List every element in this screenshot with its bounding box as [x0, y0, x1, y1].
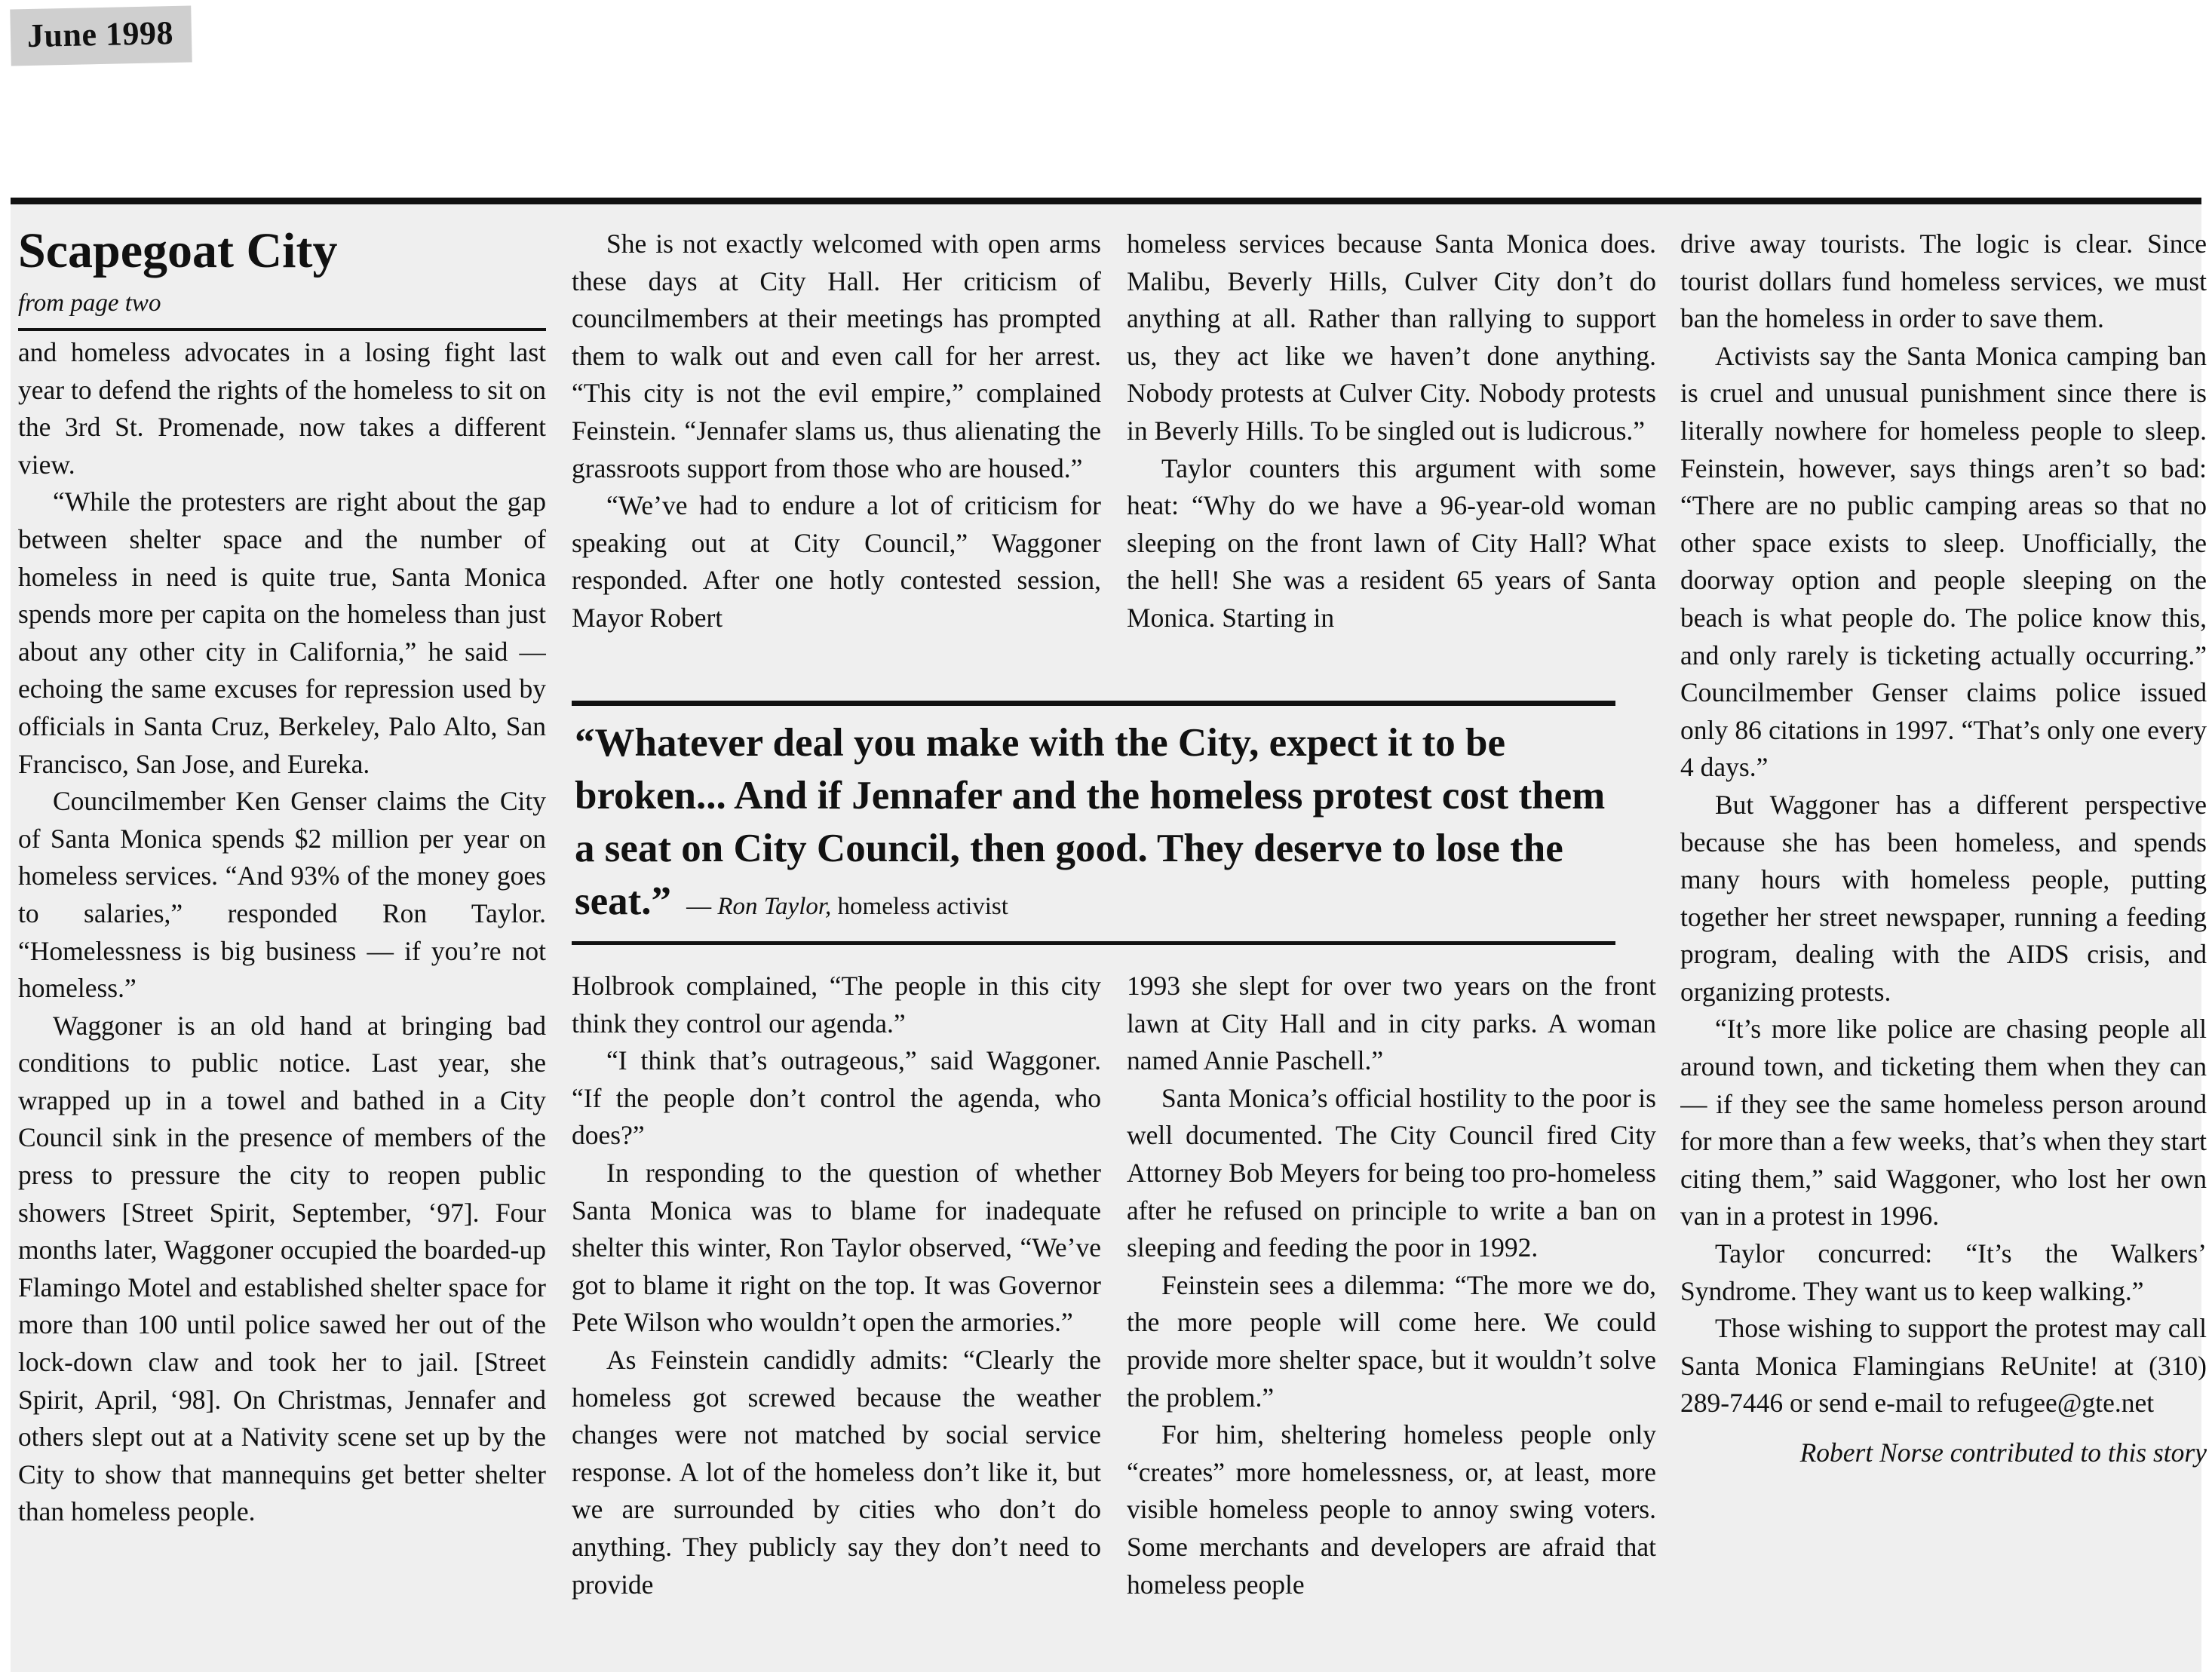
pull-quote-dash: — [686, 893, 718, 920]
pull-quote-attribution [686, 893, 1008, 920]
paragraph: Taylor concurred: “It’s the Walkers’ Syndrome. They want us to keep walking.” [1680, 1238, 2207, 1306]
paragraph: She is not exactly welcomed with open arms these days at City Hall. Her criticism of councilmembers at their meetings has prompted them to walk out and even call for her arrest. “This city is not the evil empire,” complained Feinstein. “Jennafer slams us, thus alienating the grassroots support from those who are housed.” [572, 229, 1101, 483]
paragraph: “While the protesters are right about the gap between shelter space and the number of homeless in need is quite true, Santa Monica spends more per capita on the homeless than just about any other city in California,” he said — echoing the same excuses for repression used by officials in Santa Cruz, Berkeley, Palo Alto, San Francisco, San Jose, and Eureka. [18, 486, 546, 779]
article-headline: Scapegoat City [18, 223, 338, 278]
pull-quote-role: homeless activist [831, 893, 1008, 920]
paragraph: Taylor counters this argument with some heat: “Why do we have a 96-year-old woman sleeping on the front lawn of City Hall? What the hell! She was a resident 65 years of Santa Monica. Starting in [1127, 453, 1656, 633]
paragraph: Santa Monica’s official hostility to the poor is well documented. The City Council fired City Attorney Bob Meyers for being too pro-homeless after he refused on principle to write a ban on sleeping and feeding the poor in 1992. [1127, 1082, 1656, 1263]
article-column-4 [1680, 225, 2207, 1472]
article-column-3-bottom [1127, 968, 1656, 1603]
article-column-1 [18, 222, 546, 1531]
paragraph: Holbrook complained, “The people in this city think they control our agenda.” [572, 971, 1101, 1038]
paragraph: drive away tourists. The logic is clear. Since tourist dollars fund homeless services, we must ban the homeless in order to save them. [1680, 229, 2207, 334]
paragraph: and homeless advocates in a losing fight last year to defend the rights of the homeless to sit on the 3rd St. Promenade, now takes a different view. [18, 337, 546, 480]
paragraph: 1993 she slept for over two years on the front lawn at City Hall and in city parks. A woman named Annie Paschell.” [1127, 971, 1656, 1076]
paragraph: “It’s more like police are chasing people all around town, and ticketing them when they can — if they see the same homeless person around for more than a few weeks, that’s when they start citing them,” said Waggoner, who lost her own van in a protest in 1996. [1680, 1014, 2207, 1232]
paragraph: For him, sheltering homeless people only “creates” more homelessness, or, at least, more visible homeless people to annoy swing voters. Some merchants and developers are afraid that homeless people [1127, 1419, 1656, 1600]
paragraph: Those wishing to support the protest may call Santa Monica Flamingians ReUnite! at (310) 289-7446 or send e-mail to refugee@gte.net [1680, 1313, 2207, 1419]
paragraph: Activists say the Santa Monica camping ban is cruel and unusual punishment since there is literally nowhere for homeless people to sleep. Feinstein, however, says things aren’t so bad: “There are no public camping areas so that no other space exists to sleep. Unofficially, the doorway option and people sleeping on the beach is what people do. The police know this, and only rarely is ticketing actually occurring.” Councilmember Genser claims police issued only 86 citations in 1997. “That’s only one every 4 days.” [1680, 340, 2207, 783]
paragraph: But Waggoner has a different perspective because she has been homeless, and spends many hours with homeless people, putting together her street newspaper, running a feeding program, dealing with the AIDS crisis, and organizing protests. [1680, 789, 2207, 1007]
article-column-3-top [1127, 225, 1656, 637]
pull-quote-author: Ron Taylor, [717, 893, 832, 920]
paragraph: As Feinstein candidly admits: “Clearly the homeless got screwed because the weather changes were not matched by social service response. A lot of the homeless don’t like it, but we are surrounded by cities who don’t do anything. They publicly say they don’t need to provide [572, 1344, 1101, 1600]
paragraph: Waggoner is an old hand at bringing bad conditions to public notice. Last year, she wrapped up in a towel and bathed in a City Council sink in the presence of members of the press to pressure the city to reopen public showers [Street Spirit, September, ‘97]. Four months later, Waggoner occupied the boarded-up Flamingo Motel and established shelter space for more than 100 until police sawed her out of the lock-down claw and took her to jail. [Street Spirit, April, ‘98]. On Christmas, Jennafer and others slept out at a Nativity scene set up by the City to show that mannequins get better shelter than homeless people. [18, 1010, 546, 1527]
pull-quote-text [575, 716, 1612, 933]
paragraph: Feinstein sees a dilemma: “The more we do, the more people will come here. We could provide more shelter space, but it wouldn’t solve the problem.” [1127, 1269, 1656, 1413]
paragraph: “We’ve had to endure a lot of criticism for speaking out at City Council,” Waggoner responded. After one hotly contested session, Mayor Robert [572, 490, 1101, 633]
article-kicker: from page two [18, 286, 546, 331]
newspaper-clipping [11, 198, 2207, 1672]
paragraph: Councilmember Ken Genser claims the City of Santa Monica spends $2 million per year on homeless services. “And 93% of the money goes to salaries,” responded Ron Taylor. “Homelessness is big business — if you’re not homeless.” [18, 786, 546, 1004]
article-credit: Robert Norse contributed to this story [1799, 1437, 2207, 1468]
pull-quote [572, 701, 1615, 945]
article-column-2-top [572, 225, 1101, 637]
paragraph: In responding to the question of whether Santa Monica was to blame for inadequate shelter this winter, Ron Taylor observed, “We’ve got to blame it right on the top. It was Governor Pete Wilson who wouldn’t open the armories.” [572, 1157, 1101, 1338]
date-tag: June 1998 [10, 5, 192, 66]
paragraph: “I think that’s outrageous,” said Waggoner. “If the people don’t control the agenda, who does?” [572, 1045, 1101, 1151]
pull-quote-body: “Whatever deal you make with the City, expect it to be broken... And if Jennafer and the homeless protest cost them a seat on City Council, then good. They deserve to lose the seat.” [575, 721, 1606, 923]
paragraph: homeless services because Santa Monica does. Malibu, Beverly Hills, Culver City don’t do anything at all. Rather than rallying to support us, they act like we haven’t done anything. Nobody protests at Culver City. Nobody protests in Beverly Hills. To be singled out is ludicrous.” [1127, 229, 1656, 446]
article-column-2-bottom [572, 968, 1101, 1603]
